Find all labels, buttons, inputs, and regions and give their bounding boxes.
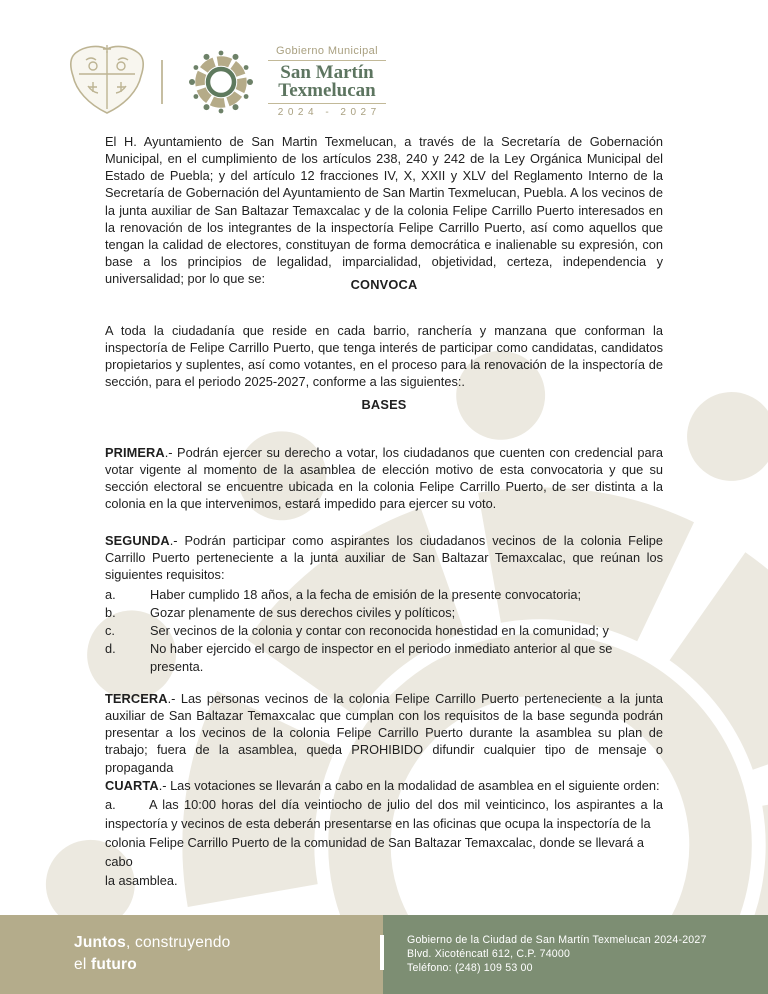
subitem-text: A las 10:00 horas del día veintiocho de julio del dos mil veinticinco, los aspirantes a la (149, 797, 663, 812)
base-tercera-text: Las personas vecinos de la colonia Felipe Carrillo Puerto perteneciente a la junta auxiliar de San Baltazar Temaxcalac que cumplan con los requisitos de la base segunda podrán presentar a los vecinos de la colonia Felipe Carrillo Puerto durante la asamblea su plan de trabajo; fuera de la asamblea, queda PROHIBIDO difundir cualquier tipo de mensaje o propaganda (105, 690, 663, 775)
brand-city-line1: San Martín (280, 62, 374, 83)
footer-slogan (74, 932, 383, 975)
list-item-text: Haber cumplido 18 años, a la fecha de emisión de la presente convocatoria; (150, 587, 582, 602)
base-segunda-paragraph (105, 532, 663, 584)
base-cuarta-paragraph (105, 777, 663, 794)
list-item (105, 622, 663, 640)
header-divider (161, 60, 163, 104)
base-cuarta-text: Las votaciones se llevarán a cabo en la modalidad de asamblea en el siguiente orden: (170, 777, 660, 793)
list-item-text: Gozar plenamente de sus derechos civiles y políticos; (150, 605, 456, 620)
brand-years: 2024 - 2027 (277, 107, 381, 118)
footer-slogan-block (0, 915, 383, 994)
subitem-letter: a. (105, 797, 116, 812)
list-item-letter: c. (105, 623, 115, 638)
brand-city-line2: Texmelucan (278, 80, 376, 101)
base-cuarta-sep: .- (158, 777, 171, 793)
cuarta-subitem (105, 795, 663, 890)
base-tercera-term: TERCERA (105, 690, 168, 706)
list-item-text: Ser vecinos de la colonia y contar con reconocida honestidad en la comunidad; y (150, 623, 609, 638)
base-primera-paragraph (105, 444, 663, 513)
convoca-paragraph: A toda la ciudadanía que reside en cada barrio, ranchería y manzana que conforman la inspectoría de Felipe Carrillo Puerto, que tenga interés de participar como candidatas, candidatos propietarios y suplentes, así como votantes, en el proceso para la renovación de la inspectoría de sección, para el periodo 2025-2027, conforme a las siguientes:. (105, 322, 663, 390)
list-item (105, 604, 663, 622)
footer-slogan-rest1: , construyendo (126, 934, 231, 951)
footer-divider (380, 935, 384, 970)
brand-eyebrow: Gobierno Municipal (276, 45, 378, 57)
footer-government-line: Gobierno de la Ciudad de San Martín Texmelucan 2024-2027 (407, 934, 707, 946)
brand-rule-top (268, 60, 386, 61)
subitem-line: la asamblea. (105, 873, 178, 888)
base-segunda-term: SEGUNDA (105, 532, 170, 548)
base-tercera-paragraph (105, 690, 663, 776)
base-segunda-sep: .- (169, 532, 185, 548)
bases-heading: BASES (361, 397, 407, 412)
footer-slogan-pre2: el (74, 955, 91, 973)
subitem-line: colonia Felipe Carrillo Puerto de la comunidad de San Baltazar Temaxcalac, donde se llevará a cabo (105, 835, 644, 869)
base-primera-sep: .- (164, 444, 178, 460)
footer-contact-block (383, 915, 768, 994)
base-cuarta-term: CUARTA (105, 777, 159, 793)
requirements-list (105, 586, 663, 676)
base-primera-term: PRIMERA (105, 444, 165, 460)
base-primera-text: Podrán ejercer su derecho a votar, los ciudadanos que cuenten con credencial para votar vigente al momento de la asamblea de elección motivo de esta convocatoria y que su sección electoral se encuentre ubicada en la colonia Felipe Carrillo Puerto, de ser distinta a la colonia en la que intervenimos, estará impedido para ejercer su voto. (105, 444, 663, 512)
list-item-letter: d. (105, 641, 116, 656)
list-item (105, 640, 663, 676)
footer (0, 915, 768, 994)
coat-of-arms-icon (64, 42, 150, 118)
subitem-line (105, 795, 663, 814)
base-segunda-text: Podrán participar como aspirantes los ciudadanos vecinos de la colonia Felipe Carrillo Puerto perteneciente a la junta auxiliar de San Baltazar Temaxcalac, que reúnan los siguientes requisitos: (105, 532, 664, 583)
subitem-line: inspectoría y vecinos de esta deberán presentarse en las oficinas que ocupa la inspectoría de la (105, 816, 651, 831)
footer-address-line: Blvd. Xicoténcatl 612, C.P. 74000 (407, 947, 571, 960)
footer-phone-line: Teléfono: (248) 109 53 00 (407, 961, 533, 974)
intro-paragraph: El H. Ayuntamiento de San Martin Texmelucan, a través de la Secretaría de Gobernación Municipal, en el cumplimiento de los artículos 238, 240 y 242 de la Ley Orgánica Municipal del Estado de Puebla; y del artículo 12 fracciones IV, X, XXII y XLV del Reglamento Interno de la Secretaría de Gobernación del Ayuntamiento de San Martin Texmelucan, Puebla. A los vecinos de la junta auxiliar de San Baltazar Temaxcalac y de la colonia Felipe Carrillo Puerto interesados en la renovación de los integrantes de la inspectoría Felipe Carrillo Puerto, así como aquellos que tengan la calidad de electores, constituyan de forma democrática e inalienable su expresión, con base a los principios de legalidad, imparcialidad, objetividad, certeza, independencia y universalidad; por lo que se: (105, 133, 663, 287)
brand-block (266, 45, 388, 118)
list-item-letter: b. (105, 605, 116, 620)
base-tercera-sep: .- (167, 690, 181, 706)
convoca-heading: CONVOCA (350, 277, 418, 292)
list-item (105, 586, 663, 604)
list-item-letter: a. (105, 587, 116, 602)
footer-slogan-bold2: futuro (90, 955, 137, 973)
list-item-text: No haber ejercido el cargo de inspector en el periodo inmediato anterior al que se presenta. (150, 641, 613, 674)
municipal-seal-icon (185, 46, 257, 118)
footer-slogan-bold1: Juntos (74, 934, 127, 951)
